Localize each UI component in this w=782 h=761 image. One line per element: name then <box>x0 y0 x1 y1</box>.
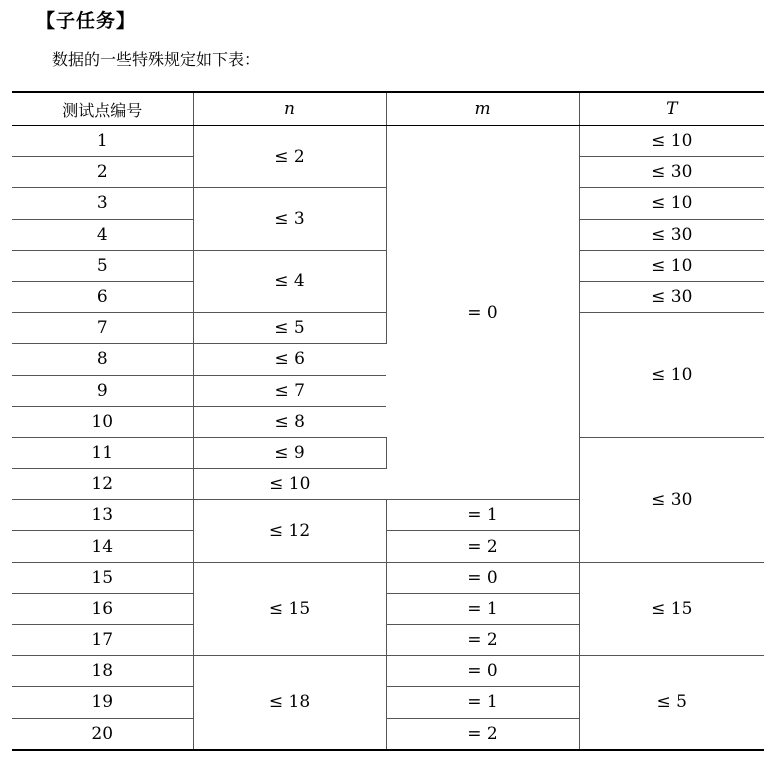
n-cell: ≤ 15 <box>193 562 386 656</box>
t-cell: ≤ 30 <box>579 281 764 312</box>
section-heading: 【子任务】 <box>36 10 137 32</box>
test-id-cell: 12 <box>12 469 193 500</box>
m-cell: = 2 <box>386 718 579 750</box>
table-row <box>12 562 764 593</box>
test-id-cell: 5 <box>12 250 193 281</box>
n-cell: ≤ 5 <box>193 313 386 344</box>
m-cell: = 1 <box>386 593 579 624</box>
test-id-cell: 3 <box>12 188 193 219</box>
header-n: n <box>193 92 386 126</box>
n-cell: ≤ 12 <box>193 500 386 562</box>
n-cell: ≤ 2 <box>193 126 386 188</box>
m-cell: = 0 <box>386 126 579 500</box>
test-id-cell: 2 <box>12 157 193 188</box>
table-row <box>12 656 764 687</box>
table-row <box>12 126 764 157</box>
test-id-cell: 7 <box>12 313 193 344</box>
m-cell: = 0 <box>386 656 579 687</box>
test-id-cell: 4 <box>12 219 193 250</box>
test-id-cell: 11 <box>12 437 193 468</box>
n-cell: ≤ 6 <box>193 344 386 375</box>
n-cell: ≤ 7 <box>193 375 386 406</box>
test-id-cell: 18 <box>12 656 193 687</box>
test-id-cell: 10 <box>12 406 193 437</box>
t-cell: ≤ 10 <box>579 250 764 281</box>
m-cell: = 1 <box>386 687 579 718</box>
t-cell: ≤ 30 <box>579 219 764 250</box>
test-id-cell: 9 <box>12 375 193 406</box>
test-id-cell: 8 <box>12 344 193 375</box>
t-cell: ≤ 10 <box>579 188 764 219</box>
constraints-table <box>12 91 764 751</box>
intro-text: 数据的一些特殊规定如下表： <box>52 50 261 69</box>
n-cell: ≤ 18 <box>193 656 386 750</box>
test-id-cell: 13 <box>12 500 193 531</box>
t-cell: ≤ 30 <box>579 157 764 188</box>
test-id-cell: 1 <box>12 126 193 157</box>
t-cell: ≤ 5 <box>579 656 764 750</box>
t-cell: ≤ 30 <box>579 437 764 562</box>
test-id-cell: 15 <box>12 562 193 593</box>
m-cell: = 2 <box>386 625 579 656</box>
m-cell: = 1 <box>386 500 579 531</box>
test-id-cell: 19 <box>12 687 193 718</box>
n-cell: ≤ 4 <box>193 250 386 312</box>
n-cell: ≤ 10 <box>193 469 386 500</box>
n-cell: ≤ 3 <box>193 188 386 250</box>
test-id-cell: 17 <box>12 625 193 656</box>
test-id-cell: 20 <box>12 718 193 750</box>
t-cell: ≤ 10 <box>579 126 764 157</box>
table-header-row <box>12 92 764 126</box>
test-id-cell: 16 <box>12 593 193 624</box>
n-cell: ≤ 9 <box>193 437 386 468</box>
header-m: m <box>386 92 579 126</box>
header-test-id: 测试点编号 <box>12 92 193 126</box>
test-id-cell: 6 <box>12 281 193 312</box>
m-cell: = 0 <box>386 562 579 593</box>
n-cell: ≤ 8 <box>193 406 386 437</box>
header-t: T <box>579 92 764 126</box>
m-cell: = 2 <box>386 531 579 562</box>
t-cell: ≤ 10 <box>579 313 764 438</box>
t-cell: ≤ 15 <box>579 562 764 656</box>
test-id-cell: 14 <box>12 531 193 562</box>
